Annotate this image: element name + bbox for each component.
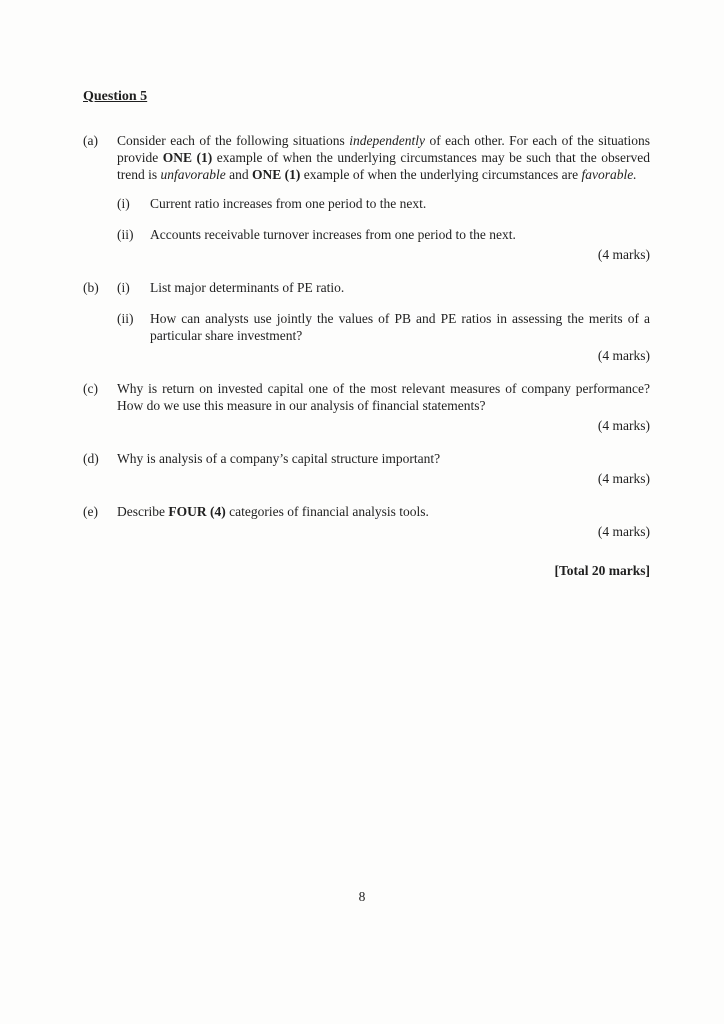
part-e-label: (e) <box>83 504 98 519</box>
part-e-content <box>117 503 650 520</box>
part-a-marks: (4 marks) <box>597 247 650 262</box>
subitem-label: (i) <box>117 280 130 295</box>
part-e-row <box>83 503 650 520</box>
total-marks: [Total 20 marks] <box>554 563 650 578</box>
part-b-subitem-ii <box>117 310 650 344</box>
part-c-content <box>117 380 650 414</box>
subitem-label: (ii) <box>117 311 134 326</box>
subitem-body: List major determinants of PE ratio. <box>150 280 345 295</box>
part-c-marks: (4 marks) <box>597 418 650 433</box>
part-c-row <box>83 380 650 414</box>
part-b-label: (b) <box>83 280 99 295</box>
subitem-body: Current ratio increases from one period to the next. <box>150 196 427 211</box>
question-part-e <box>83 503 650 540</box>
part-b-marks: (4 marks) <box>597 348 650 363</box>
part-d-marks: (4 marks) <box>597 471 650 486</box>
page-number: 8 <box>358 889 366 904</box>
part-b-row <box>83 279 650 344</box>
part-c-label: (c) <box>83 381 98 396</box>
part-a-row <box>83 132 650 243</box>
part-d-label: (d) <box>83 451 99 466</box>
subitem-body: How can analysts use jointly the values of PB and PE ratios in assessing the merits of a particular share investment? <box>150 311 650 343</box>
part-e-body: Describe FOUR (4) categories of financial analysis tools. <box>117 504 429 519</box>
question-part-b <box>83 279 650 364</box>
question-title: Question 5 <box>83 89 148 104</box>
subitem-label: (ii) <box>117 227 134 242</box>
subitem-label: (i) <box>117 196 130 211</box>
part-e-marks: (4 marks) <box>597 524 650 539</box>
part-c-body: Why is return on invested capital one of the most relevant measures of company performance? How do we use this measure in our analysis of financial statements? <box>117 381 650 413</box>
subitem-body: Accounts receivable turnover increases from one period to the next. <box>150 227 516 242</box>
question-part-c <box>83 380 650 434</box>
part-a-subitem-ii <box>117 226 650 243</box>
part-d-row <box>83 450 650 467</box>
part-b-content <box>117 279 650 344</box>
part-a-label: (a) <box>83 133 98 148</box>
part-a-body: Consider each of the following situations independently of each other. For each of the situations provide ONE (1) example of when the underlying circumstances may be such that the observed trend is unfavorable and ONE (1) example of when the underlying circumstances are favorable. <box>117 133 650 182</box>
part-d-content <box>117 450 650 467</box>
part-a-subitem-i <box>117 195 650 212</box>
part-b-subitem-i <box>117 279 650 296</box>
question-part-d <box>83 450 650 487</box>
part-d-body: Why is analysis of a company’s capital structure important? <box>117 451 441 466</box>
question-part-a <box>83 132 650 263</box>
part-a-content <box>117 132 650 243</box>
